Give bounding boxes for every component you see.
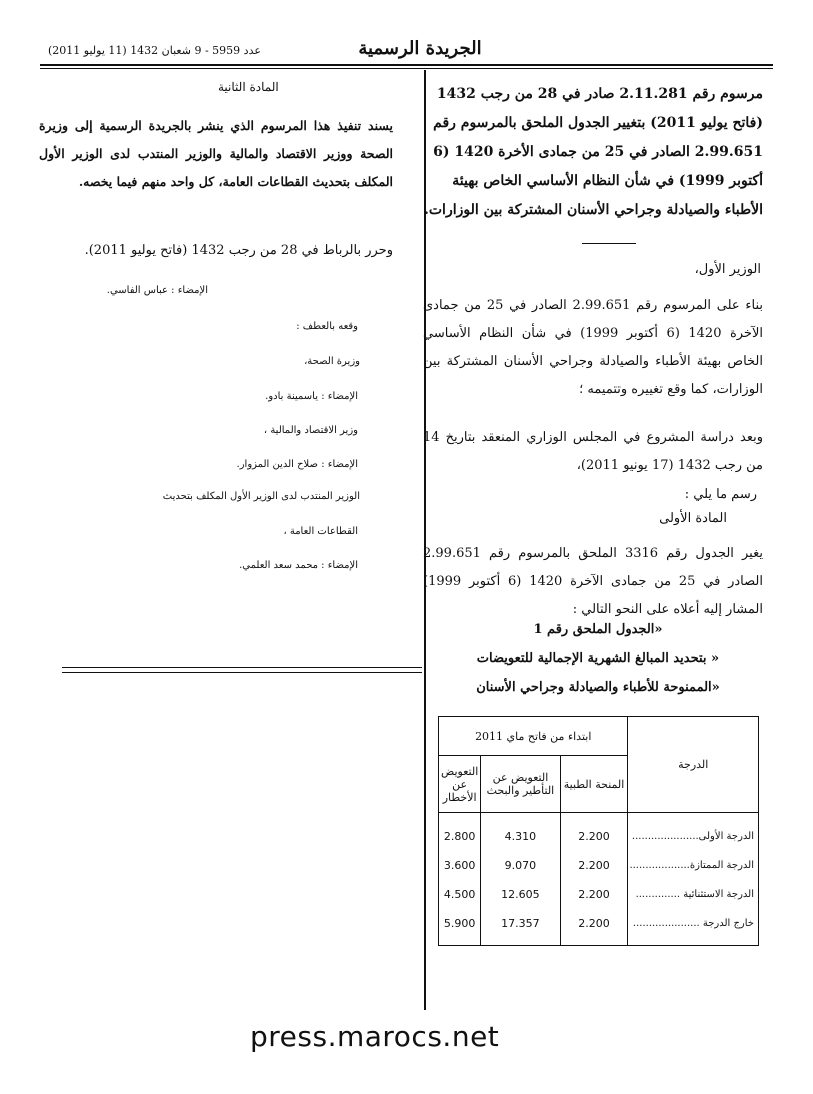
- supervision-cell: 12.605: [481, 880, 560, 909]
- grade-cell: الدرجة الاستثنائية ..............: [628, 880, 759, 909]
- left-column-end-rule: [62, 667, 422, 668]
- delegate-minister-title: الوزير المنتدب لدى الوزير الأول المكلف بتحديث: [162, 491, 360, 502]
- public-sectors-label: القطاعات العامة ،: [283, 526, 358, 537]
- decreed-line: رسم ما يلي :: [684, 487, 757, 502]
- grant-cell: 2.200: [560, 909, 628, 946]
- annex-subtitle-2: «الممنوحة للأطباء والصيادلة وجراحي الأسنان: [476, 680, 720, 695]
- decree-title: مرسوم رقم 2.11.281 صادر في 28 من رجب 1432 (فاتح يوليو 2011) بتغيير الجدول الملحق بالمرسوم رقم 2.99.651 الصادر في 25 من جمادى الأخرة 1420 (6 أكتوبر 1999) في شأن النظام الأساسي الخاص بهيئة الأطباء والصيادلة وجراحي الأسنان المشتركة بين الوزارات.: [424, 86, 763, 218]
- table-row: [439, 880, 759, 909]
- grant-cell: 2.200: [560, 851, 628, 880]
- table-row: [439, 909, 759, 946]
- signature-delegate-minister: الإمضاء : محمد سعد العلمي.: [239, 560, 358, 571]
- signature-prime-minister: الإمضاء : عباس الفاسي.: [106, 285, 208, 296]
- header-rule: [40, 64, 773, 66]
- risk-cell: 2.800: [439, 813, 481, 852]
- header-medical-grant: المنحة الطبية: [560, 756, 628, 813]
- grant-cell: 2.200: [560, 880, 628, 909]
- header-rule-thin: [40, 68, 773, 69]
- signature-health-minister: الإمضاء : ياسمينة بادو.: [265, 391, 358, 402]
- annex-title: «الجدول الملحق رقم 1: [533, 622, 663, 637]
- preamble-paragraph-2: وبعد دراسة المشروع في المجلس الوزاري المنعقد بتاريخ 14 من رجب 1432 (17 يونيو 2011)،: [423, 430, 763, 473]
- article-2-title: المادة الثانية: [218, 80, 279, 94]
- article-2-text: يسند تنفيذ هذا المرسوم الذي ينشر بالجريدة الرسمية إلى وزيرة الصحة ووزير الاقتصاد والمالية والوزير المنتدب لدى الوزير الأول المكلف بتحديث القطاعات العامة، كل واحد منهم فيما يخصه.: [39, 118, 393, 189]
- grant-cell: 2.200: [560, 813, 628, 852]
- title-divider: [582, 243, 636, 244]
- table-row: [439, 813, 759, 852]
- risk-cell: 4.500: [439, 880, 481, 909]
- header-grade: الدرجة: [628, 717, 759, 813]
- article-1-text: يغير الجدول رقم 3316 الملحق بالمرسوم رقم 2.99.651 الصادر في 25 من جمادى الآخرة 1420 (6 أكتوبر 1999) المشار إليه أعلاه على النحو التالي :: [423, 546, 763, 617]
- risk-cell: 3.600: [439, 851, 481, 880]
- minister-heading: الوزير الأول،: [694, 262, 761, 277]
- preamble-paragraph-1: بناء على المرسوم رقم 2.99.651 الصادر في 25 من جمادى الآخرة 1420 (6 أكتوبر 1999) في شأن النظام الأساسي الخاص بهيئة الأطباء والصيادلة وجراحي الأسنان المشتركة بين الوزارات، كما وقع تغييره وتتميمه ؛: [423, 298, 763, 397]
- issue-info: عدد 5959 - 9 شعبان 1432 (11 يوليو 2011): [48, 44, 261, 57]
- supervision-cell: 4.310: [481, 813, 560, 852]
- finance-minister-title: وزير الاقتصاد والمالية ،: [263, 425, 358, 436]
- risk-cell: 5.900: [439, 909, 481, 946]
- table-row: [439, 851, 759, 880]
- grade-cell: خارج الدرجة .....................: [628, 909, 759, 946]
- countersigned-label: وقعه بالعطف :: [296, 321, 358, 332]
- health-minister-title: وزيرة الصحة،: [304, 356, 360, 367]
- signature-finance-minister: الإمضاء : صلاح الدين المزوار.: [236, 459, 358, 470]
- source-watermark: press.marocs.net: [250, 1020, 500, 1053]
- left-column-end-rule-2: [62, 672, 422, 673]
- supervision-cell: 17.357: [481, 909, 560, 946]
- allowances-table: [438, 716, 759, 946]
- header-risk-allowance: التعويض عن الأخطار: [439, 756, 481, 813]
- header-supervision-allowance: التعويض عن التأطير والبحث: [481, 756, 560, 813]
- annex-subtitle-1: « بتحديد المبالغ الشهرية الإجمالية للتعويضات: [476, 651, 720, 666]
- article-1-title: المادة الأولى: [659, 511, 727, 526]
- supervision-cell: 9.070: [481, 851, 560, 880]
- gazette-title: الجريدة الرسمية: [358, 38, 482, 59]
- header-effective-date: ابتداء من فاتح ماي 2011: [439, 717, 628, 756]
- grade-cell: الدرجة الممتازة...................: [628, 851, 759, 880]
- done-at-line: وحرر بالرباط في 28 من رجب 1432 (فاتح يوليو 2011).: [84, 243, 393, 258]
- grade-cell: الدرجة الأولى.....................: [628, 813, 759, 852]
